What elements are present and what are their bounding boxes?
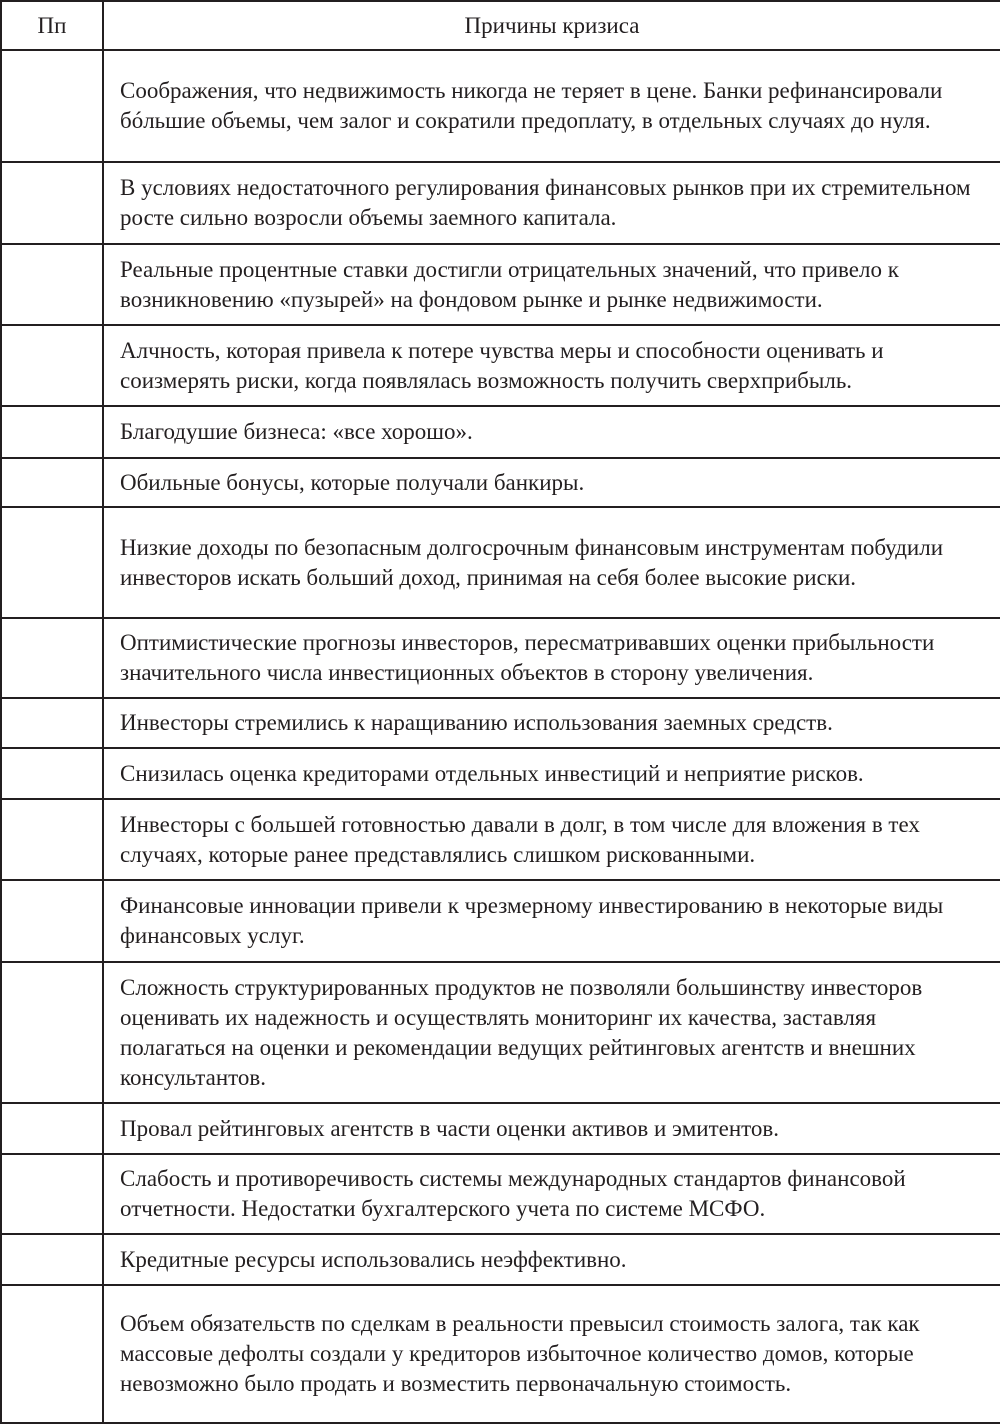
table-row <box>1 1234 1000 1285</box>
header-reasons: Причины кризиса <box>103 1 1000 50</box>
table-row <box>1 507 1000 618</box>
table-row <box>1 880 1000 962</box>
row-text: Кредитные ресурсы использовались неэффективно. <box>103 1234 1000 1285</box>
table-row <box>1 1103 1000 1154</box>
row-number <box>1 1285 103 1423</box>
row-text: Провал рейтинговых агентств в части оценки активов и эмитентов. <box>103 1103 1000 1154</box>
table-row <box>1 698 1000 748</box>
table-row <box>1 244 1000 325</box>
table-row <box>1 1154 1000 1234</box>
row-number <box>1 50 103 162</box>
row-number <box>1 1234 103 1285</box>
row-number <box>1 799 103 880</box>
row-number <box>1 962 103 1103</box>
row-text: Объем обязательств по сделкам в реальности превысил стоимость залога, так как массовые дефолты создали у кредиторов избыточное количество домов, которые невозможно было продать и возместить первоначальную стоимость. <box>103 1285 1000 1423</box>
table-row <box>1 618 1000 698</box>
table-row <box>1 50 1000 162</box>
table-row <box>1 748 1000 799</box>
row-number <box>1 1154 103 1234</box>
table-row <box>1 962 1000 1103</box>
row-text: Инвесторы стремились к наращиванию использования заемных средств. <box>103 698 1000 748</box>
row-text: Благодушие бизнеса: «все хорошо». <box>103 406 1000 458</box>
row-number <box>1 880 103 962</box>
row-text: Оптимистические прогнозы инвесторов, пересматривавших оценки прибыльности значительного числа инвестиционных объектов в сторону увеличения. <box>103 618 1000 698</box>
table-header-row <box>1 1 1000 50</box>
row-text: Низкие доходы по безопасным долгосрочным финансовым инструментам побудили инвесторов искать больший доход, принимая на себя более высокие риски. <box>103 507 1000 618</box>
row-number <box>1 507 103 618</box>
row-text: Сложность структурированных продуктов не позволяли большинству инвесторов оценивать их надежность и осуществлять мониторинг их качества, заставляя полагаться на оценки и рекомендации ведущих рейтинговых агентств и внешних консультантов. <box>103 962 1000 1103</box>
row-text: Инвесторы с большей готовностью давали в долг, в том числе для вложения в тех случаях, которые ранее представлялись слишком рискованными. <box>103 799 1000 880</box>
row-text: Реальные процентные ставки достигли отрицательных значений, что привело к возникновению «пузырей» на фондовом рынке и рынке недвижимости. <box>103 244 1000 325</box>
row-text: Финансовые инновации привели к чрезмерному инвестированию в некоторые виды финансовых услуг. <box>103 880 1000 962</box>
row-text: В условиях недостаточного регулирования финансовых рынков при их стремительном росте сильно возросли объемы заемного капитала. <box>103 162 1000 244</box>
row-text: Снизилась оценка кредиторами отдельных инвестиций и неприятие рисков. <box>103 748 1000 799</box>
header-number: Пп <box>1 1 103 50</box>
row-number <box>1 406 103 458</box>
row-text: Алчность, которая привела к потере чувства меры и способности оценивать и соизмерять риски, когда появлялась возможность получить сверхприбыль. <box>103 325 1000 406</box>
table-row <box>1 406 1000 458</box>
table-row <box>1 799 1000 880</box>
row-text: Обильные бонусы, которые получали банкиры. <box>103 458 1000 507</box>
row-text: Соображения, что недвижимость никогда не теряет в цене. Банки рефинансировали бóльшие объемы, чем залог и сократили предоплату, в отдельных случаях до нуля. <box>103 50 1000 162</box>
table-row <box>1 458 1000 507</box>
row-number <box>1 162 103 244</box>
row-number <box>1 244 103 325</box>
table-row <box>1 1285 1000 1423</box>
table-row <box>1 162 1000 244</box>
table-row <box>1 325 1000 406</box>
row-number <box>1 698 103 748</box>
row-number <box>1 748 103 799</box>
row-number <box>1 618 103 698</box>
row-number <box>1 325 103 406</box>
row-number <box>1 1103 103 1154</box>
row-number <box>1 458 103 507</box>
row-text: Слабость и противоречивость системы международных стандартов финансовой отчетности. Недостатки бухгалтерского учета по системе МСФО. <box>103 1154 1000 1234</box>
